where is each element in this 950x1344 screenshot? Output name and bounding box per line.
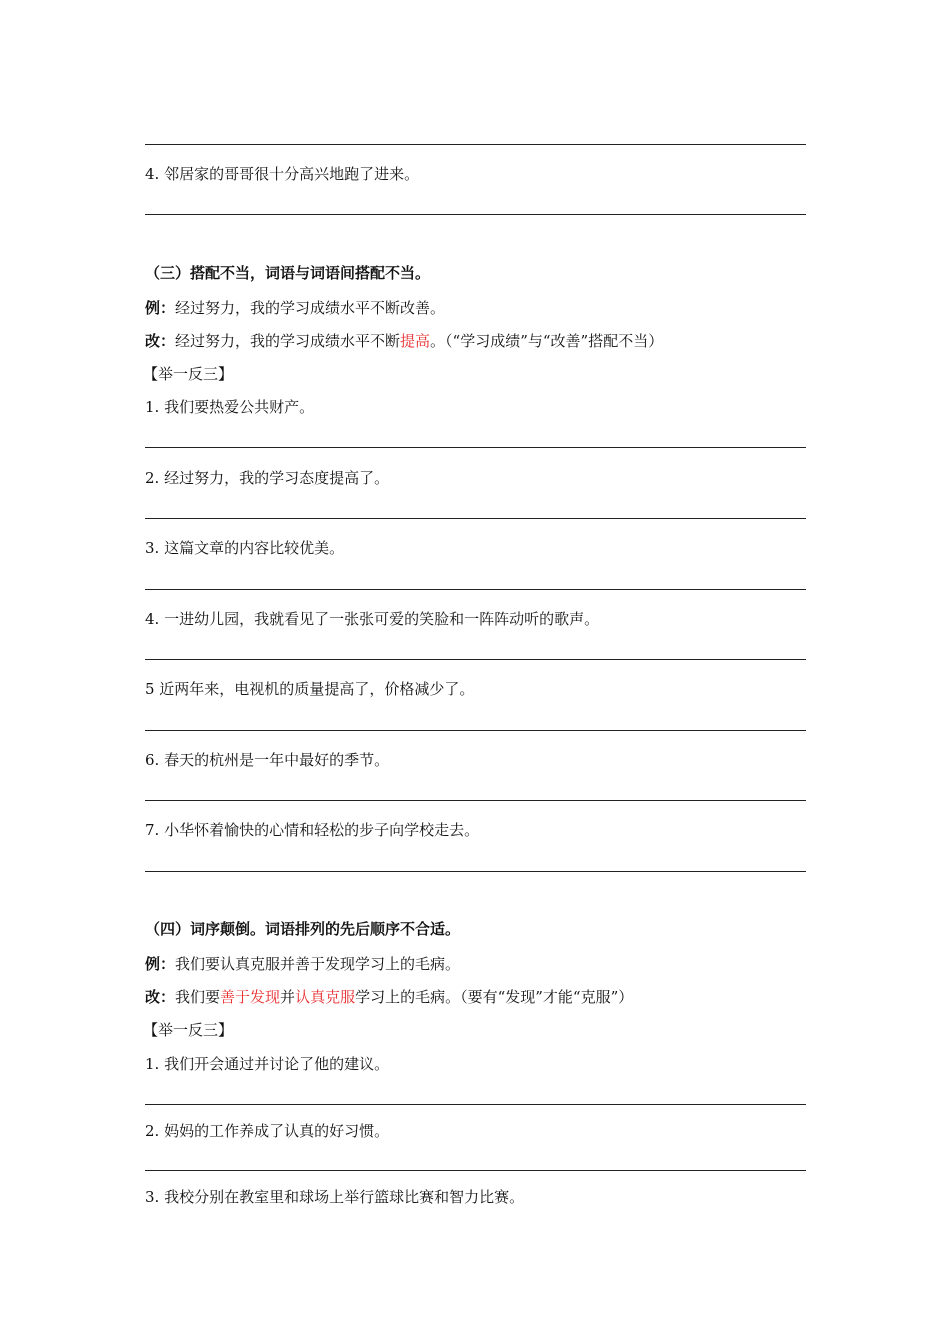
answer-line (145, 518, 806, 519)
practice-item: 1. 我们要热爱公共财产。 (145, 398, 315, 416)
answer-line (145, 800, 806, 801)
practice-item: 1. 我们开会通过并讨论了他的建议。 (145, 1055, 390, 1073)
answer-line (145, 1104, 806, 1105)
correction-note: 。（“学习成绩”与“改善”搭配不当） (430, 332, 664, 350)
practice-item: 5 近两年来，电视机的质量提高了，价格减少了。 (145, 680, 475, 698)
example-line (145, 298, 445, 318)
correction-text: 我们要 (175, 988, 221, 1006)
correction-text: 经过努力，我的学习成绩水平不断 (175, 332, 401, 350)
practice-item: 4. 邻居家的哥哥很十分高兴地跑了进来。 (145, 165, 420, 183)
answer-line (145, 589, 806, 590)
example-text: 经过努力，我的学习成绩水平不断改善。 (175, 299, 446, 317)
correction-highlight: 认真克服 (295, 988, 356, 1006)
example-line (145, 954, 460, 974)
answer-line (145, 871, 806, 872)
answer-line (145, 447, 806, 448)
answer-line (145, 659, 806, 660)
practice-item: 2. 妈妈的工作养成了认真的好习惯。 (145, 1122, 390, 1140)
practice-item: 3. 这篇文章的内容比较优美。 (145, 539, 345, 557)
answer-line (145, 1170, 806, 1171)
example-label: 例： (145, 299, 176, 317)
correction-highlight: 善于发现 (220, 988, 281, 1006)
answer-line (145, 214, 806, 215)
practice-label: 【举一反三】 (143, 365, 234, 383)
answer-line (145, 730, 806, 731)
practice-item: 6. 春天的杭州是一年中最好的季节。 (145, 751, 390, 769)
example-label: 例： (145, 955, 176, 973)
section-heading: （三）搭配不当，词语与词语间搭配不当。 (145, 264, 431, 282)
correction-label: 改： (145, 332, 176, 350)
practice-item: 4. 一进幼儿园，我就看见了一张张可爱的笑脸和一阵阵动听的歌声。 (145, 610, 600, 628)
practice-item: 7. 小华怀着愉快的心情和轻松的步子向学校走去。 (145, 821, 480, 839)
answer-line (145, 144, 806, 145)
correction-highlight: 提高 (400, 332, 431, 350)
correction-label: 改： (145, 988, 176, 1006)
practice-item: 3. 我校分别在教室里和球场上举行篮球比赛和智力比赛。 (145, 1188, 525, 1206)
correction-line (145, 987, 633, 1007)
section-heading: （四）词序颠倒。词语排列的先后顺序不合适。 (145, 920, 461, 938)
correction-line (145, 331, 663, 351)
practice-item: 2. 经过努力，我的学习态度提高了。 (145, 469, 390, 487)
correction-note: 学习上的毛病。（要有“发现”才能“克服”） (355, 988, 634, 1006)
correction-text: 并 (280, 988, 296, 1006)
practice-label: 【举一反三】 (143, 1021, 234, 1039)
example-text: 我们要认真克服并善于发现学习上的毛病。 (175, 955, 461, 973)
